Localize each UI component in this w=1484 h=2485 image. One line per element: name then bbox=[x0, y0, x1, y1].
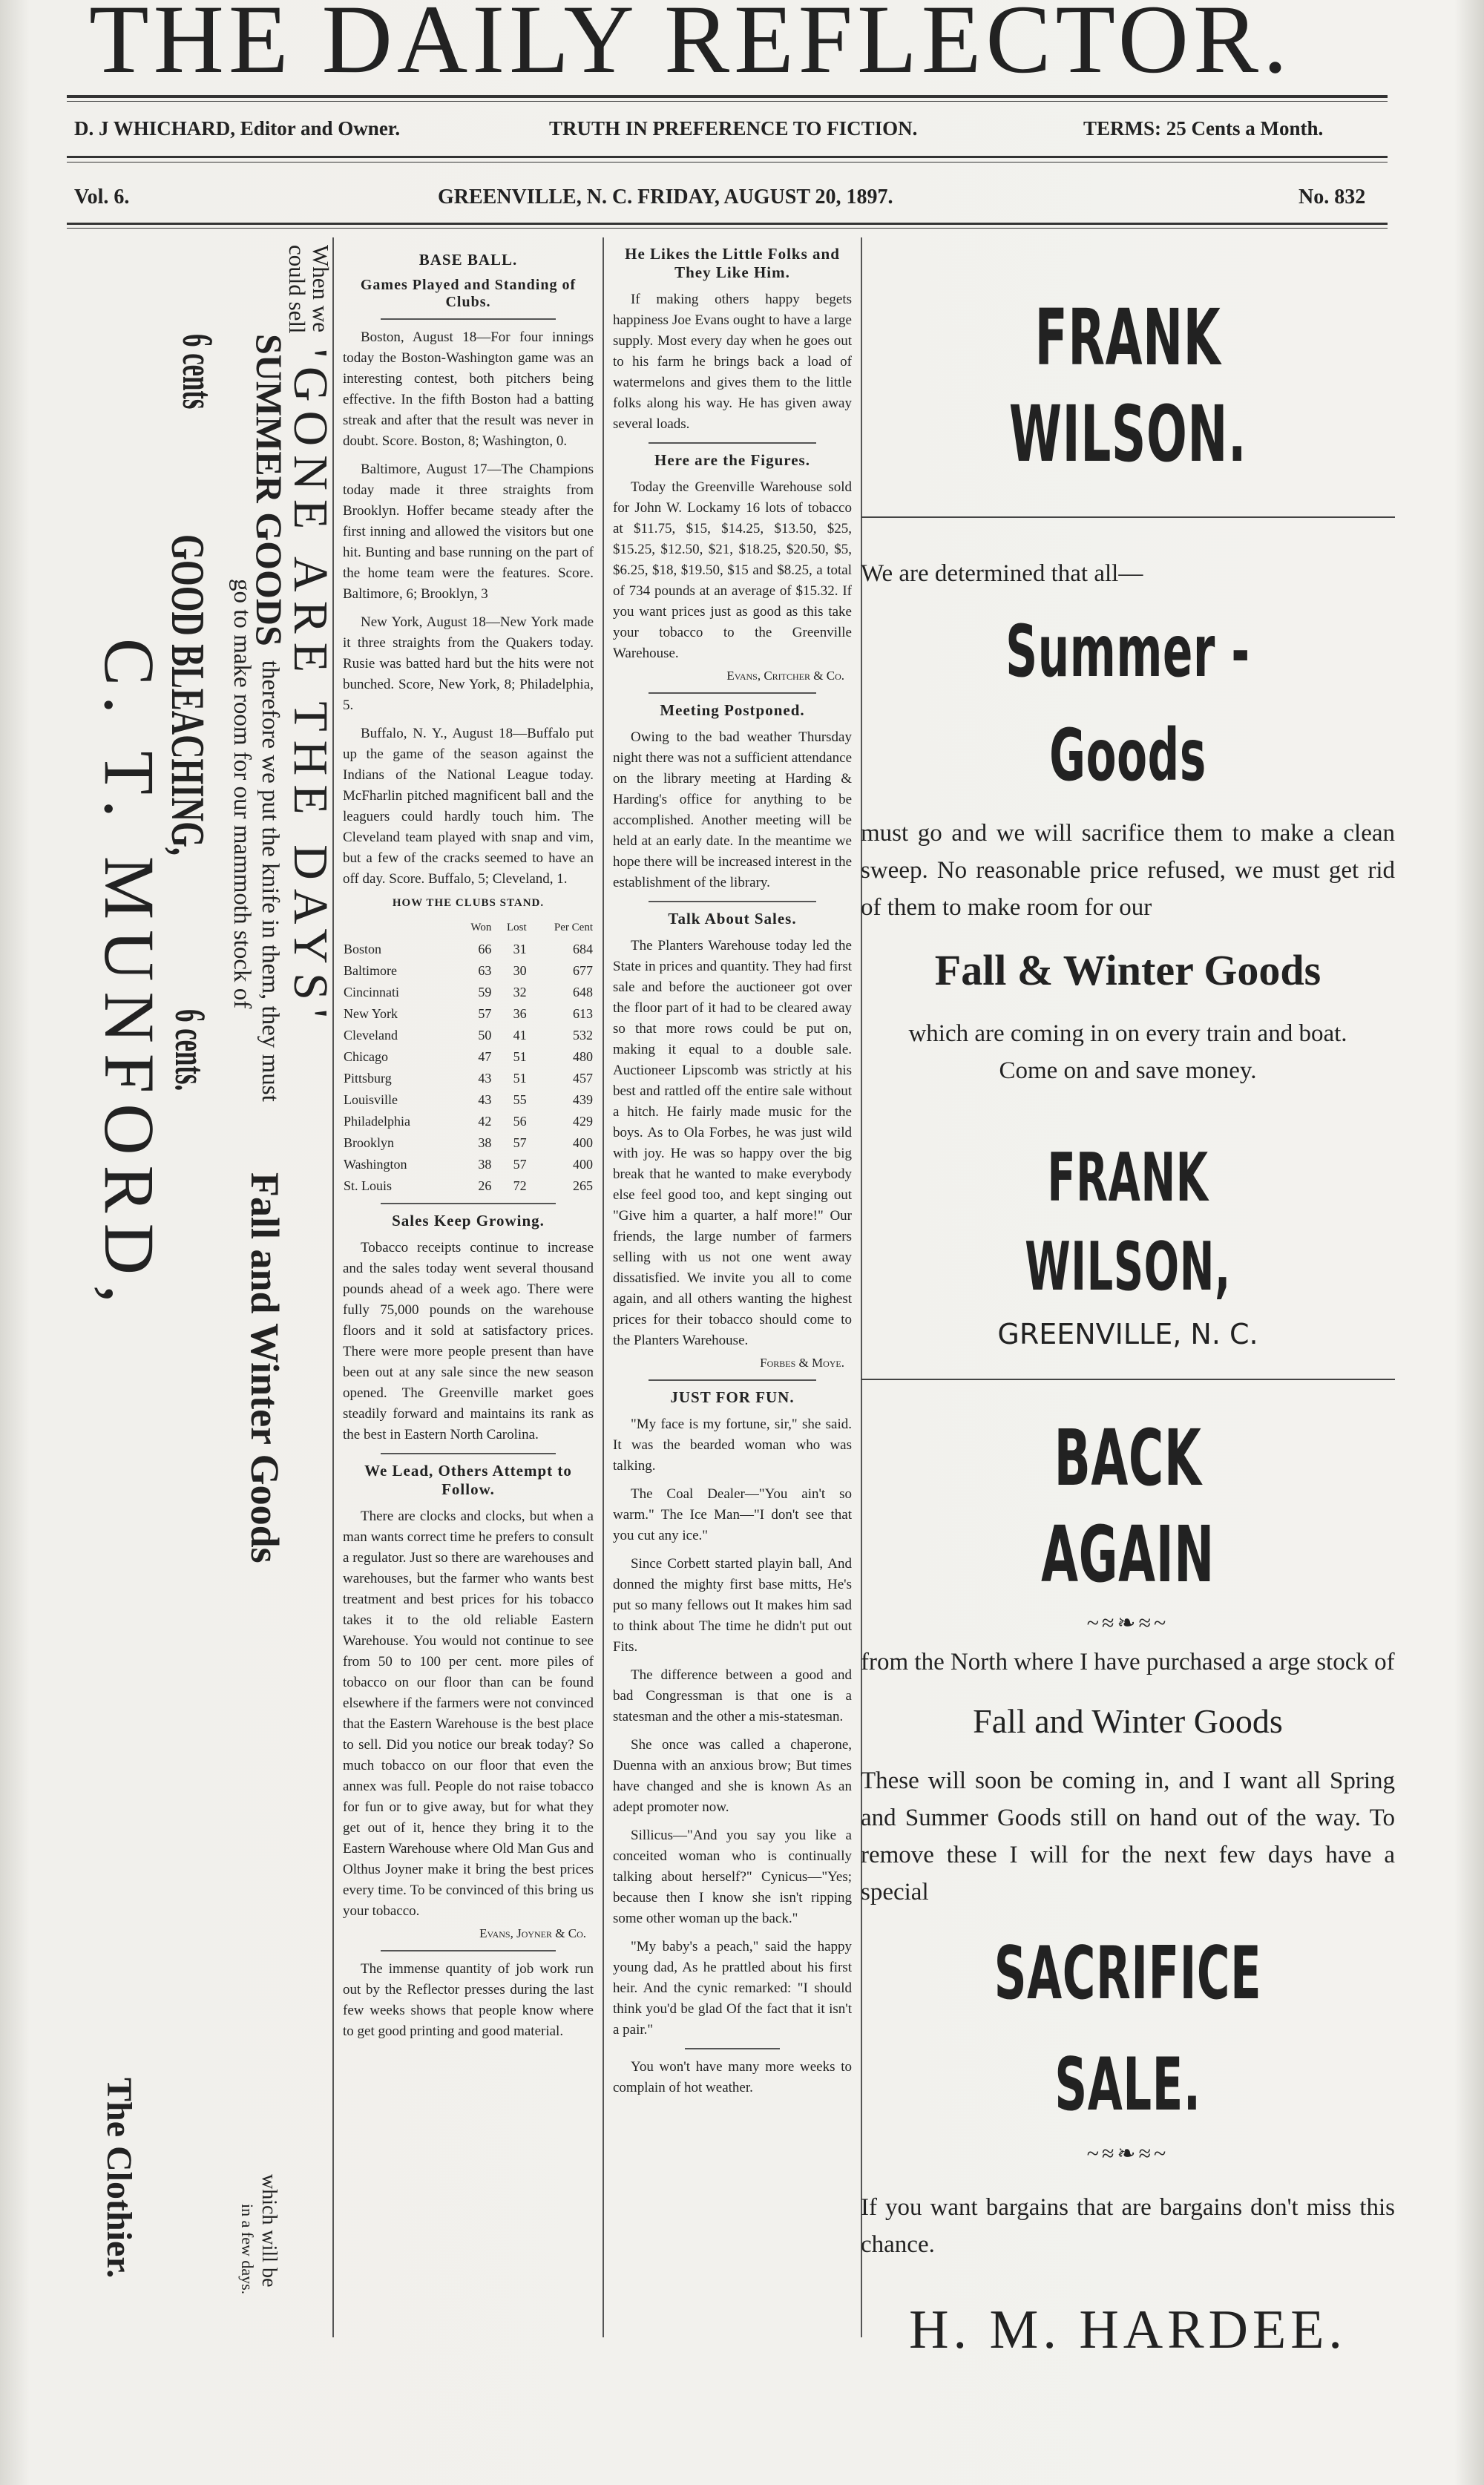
standings-row bbox=[343, 1154, 594, 1175]
standings-cell: 43 bbox=[478, 1092, 492, 1107]
standings-cell: 51 bbox=[513, 1071, 527, 1086]
sales-heading: Sales Keep Growing. bbox=[392, 1212, 545, 1230]
rule bbox=[381, 1203, 556, 1204]
ad-line-mammoth: go to make room for our mammoth stock of bbox=[229, 579, 255, 1009]
standings-cell: 457 bbox=[573, 1071, 593, 1086]
standings-row bbox=[343, 1111, 594, 1132]
standings-row bbox=[343, 1025, 594, 1046]
standings-row bbox=[343, 982, 594, 1003]
rule bbox=[67, 95, 1388, 98]
standings-cell: Cleveland bbox=[344, 1028, 398, 1043]
standings-header: Lost bbox=[507, 922, 527, 933]
ad-text: If you want bargains that are bargains don't miss this chance. bbox=[861, 2194, 1395, 2258]
ornament-icon: ~≈❧≈~ bbox=[1086, 1611, 1169, 1635]
standings-cell: Brooklyn bbox=[344, 1135, 395, 1150]
ad-fall-winter: Fall and Winter Goods bbox=[243, 1172, 287, 1563]
standings-cell: 72 bbox=[513, 1178, 527, 1193]
standings-cell: 38 bbox=[478, 1157, 492, 1172]
standings-row bbox=[343, 1046, 594, 1068]
standings-cell: 50 bbox=[478, 1028, 492, 1043]
ad-frank-wilson-2: FRANK WILSON, bbox=[1025, 1139, 1231, 1306]
ad-city: GREENVILLE, N. C. bbox=[997, 1318, 1258, 1350]
joke: You won't have many more weeks to complain of hot weather. bbox=[613, 2059, 852, 2095]
standings-cell: 648 bbox=[573, 985, 593, 999]
rule bbox=[649, 901, 815, 902]
masthead-info-row bbox=[74, 117, 1380, 144]
standings-cell: 439 bbox=[573, 1092, 593, 1107]
standings-cell: 43 bbox=[478, 1071, 492, 1086]
editor-line: D. J WHICHARD, Editor and Owner. bbox=[74, 117, 401, 139]
ad-text: These will soon be coming in, and I want all Spring and Summer Goods still on hand out of the way. To remove these I will for the next few days have a special bbox=[861, 1767, 1395, 1905]
standings-cell: 59 bbox=[478, 985, 492, 999]
ad-summer-goods-heading: Summer - Goods bbox=[1005, 610, 1250, 797]
joke: "My baby's a peach," said the happy young dad, As he prattled about his first heir. And the cynic remarked: "I should think you'd be glad Of the fact that it isn't a pair." bbox=[613, 1939, 852, 2038]
ad-munford: C. T. MUNFORD, bbox=[90, 638, 169, 1313]
fun-heading: JUST FOR FUN. bbox=[670, 1388, 795, 1406]
article-paragraph: Owing to the bad weather Thursday night there was not a sufficient attendance on the library meeting at Harding & Harding's office for anything to be accomplished. Another meeting will be held at an early date. In the meantime we hope there will be increased interest in the establishment of the library. bbox=[613, 729, 852, 890]
meeting-heading: Meeting Postponed. bbox=[660, 701, 805, 719]
folks-heading: He Likes the Little Folks and They Like Him. bbox=[625, 245, 840, 281]
standings-header bbox=[343, 917, 456, 939]
standings-cell: 400 bbox=[573, 1135, 593, 1150]
standings-row bbox=[343, 1003, 594, 1025]
ad-frank-wilson: FRANK WILSON. bbox=[1008, 292, 1247, 479]
article-paragraph: Baltimore, August 17—The Champions today made it three straights from Brooklyn. Hoffer became steady after the first inning and allowed the visitors but one hit. Bunting and base running on the part of the home team were the features. Score. Baltimore, 6; Brooklyn, 3 bbox=[343, 462, 594, 602]
article-paragraph: There are clocks and clocks, but when a man wants correct time he prefers to consult a regulator. Just so there are warehouses and warehouses, but the farmer who wants best treatment and best prices for his tobacco takes it to the old reliable Eastern Warehouse. You would not continue to see from 50 to 100 per cent. more piles of tobacco on our floor than can be found elsewhere if the farmers were not convinced that the Eastern Warehouse is the best place to sell. Did you notice our break today? So much tobacco on our floor that even the annex was full. People do not raise tobacco for fun or to give away, but for what they get out of it, hence they bring it to the Eastern Warehouse where Old Man Gus and Olthus Joyner make it bring the best prices every time. To be convinced of this bring us your tobacco. bbox=[343, 1509, 594, 1919]
standings-row bbox=[343, 960, 594, 982]
ad-fall-winter-goods: Fall and Winter Goods bbox=[973, 1702, 1283, 1740]
article-paragraph: The Planters Warehouse today led the State in prices and quantity. They had first sale and before the auctioneer got over the floor part of it had to be cleared away so that more rows could be put on, making it equal to a double sale. Auctioneer Lipscomb was strictly at his best and rattled off the entire sale without a hitch. He fairly made music for the boys. As to Ola Forbes, he was just wild with joy. He was so happy over the big break that he wanted to make everybody else feel good too, and kept singing out "Give him a quarter, a half more!" Our friends, the large number of farmers selling with us not one went away dissatisfied. We invite you all to come again, and all others wanting the highest prices for their tobacco should come to the Planters Warehouse. bbox=[613, 938, 852, 1348]
volume: Vol. 6. bbox=[74, 186, 130, 209]
standings-cell: 613 bbox=[573, 1006, 593, 1021]
munford-advertisement bbox=[67, 245, 338, 2337]
standings-cell: 66 bbox=[478, 942, 492, 956]
rule bbox=[649, 442, 815, 444]
motto-line: TRUTH IN PREFERENCE TO FICTION. bbox=[549, 117, 918, 139]
rule bbox=[67, 156, 1388, 158]
standings-row bbox=[343, 939, 594, 960]
ad-headline: 'GONE ARE THE DAYS' bbox=[283, 349, 338, 1027]
talk-heading: Talk About Sales. bbox=[668, 910, 797, 928]
standings-cell: 684 bbox=[573, 942, 593, 956]
standings-cell: 57 bbox=[513, 1135, 527, 1150]
standings-cell: 36 bbox=[513, 1006, 527, 1021]
rule bbox=[381, 1950, 556, 1951]
standings-cell: 400 bbox=[573, 1157, 593, 1172]
article-paragraph: If making others happy begets happiness Joe Evans ought to have a large supply. Most every day when he goes out to his farm he brings back a load of watermelons and gives them to the little folks along his way. He has given away several loads. bbox=[613, 292, 852, 432]
wilson-hardee-advertisement bbox=[861, 245, 1395, 2360]
standings-cell: 480 bbox=[573, 1049, 593, 1064]
standings-table bbox=[343, 917, 594, 1197]
standings-cell: 47 bbox=[478, 1049, 492, 1064]
standings-cell: 55 bbox=[513, 1092, 527, 1107]
rule bbox=[649, 1379, 815, 1381]
lead-heading: We Lead, Others Attempt to Follow. bbox=[364, 1462, 572, 1498]
standings-cell: New York bbox=[344, 1006, 398, 1021]
standings-cell: 57 bbox=[478, 1006, 492, 1021]
joke: Sillicus—"And you say you like a conceited woman who is continually talking about herself?" Cynicus—"Yes; because then I know she isn't ripping some other woman up the back." bbox=[613, 1828, 852, 1926]
rule bbox=[67, 162, 1388, 163]
rule bbox=[67, 101, 1388, 102]
column-1 bbox=[343, 245, 594, 2049]
rule bbox=[685, 2048, 781, 2049]
ad-line-could-sell: could sell bbox=[284, 245, 310, 334]
rule bbox=[67, 223, 1388, 225]
standings-cell: Washington bbox=[344, 1157, 407, 1172]
rule bbox=[649, 692, 815, 694]
standings-cell: 56 bbox=[513, 1114, 527, 1129]
standings-row bbox=[343, 1132, 594, 1154]
dateline: GREENVILLE, N. C. FRIDAY, AUGUST 20, 1897. bbox=[438, 186, 893, 209]
dateline-row bbox=[74, 186, 1380, 212]
article-paragraph: New York, August 18—New York made it three straights from the Quakers today. Rusie was batted hard but the hits were not bunched. Score, New York, 8; Philadelphia, 5. bbox=[343, 614, 594, 713]
standings-header-row bbox=[343, 917, 594, 939]
ad-six-cents-2: 6 cents. bbox=[166, 1009, 214, 1092]
ad-hardee: H. M. HARDEE. bbox=[909, 2299, 1347, 2360]
joke: The difference between a good and bad Congressman is that one is a statesman and the other a mis-statesman. bbox=[613, 1667, 852, 1724]
joke: She once was called a chaperone, Duenna with an anxious brow; But times have changed and she is known As an adept promoter now. bbox=[613, 1737, 852, 1815]
ad-clothier: The Clothier. bbox=[99, 2078, 139, 2279]
standings-cell: 429 bbox=[573, 1114, 593, 1129]
standings-cell: 63 bbox=[478, 963, 492, 978]
standings-cell: 26 bbox=[478, 1178, 492, 1193]
standings-cell: 30 bbox=[513, 963, 527, 978]
ad-back-again: BACK AGAIN bbox=[1041, 1413, 1215, 1600]
ornament-icon: ~≈❧≈~ bbox=[1086, 2141, 1169, 2166]
joke: "My face is my fortune, sir," she said. It was the bearded woman who was talking. bbox=[613, 1417, 852, 1474]
standings-body bbox=[343, 939, 594, 1197]
issue-number: No. 832 bbox=[1298, 186, 1366, 209]
ad-good-bleaching: GOOD BLEACHING, bbox=[162, 534, 214, 856]
article-paragraph: Buffalo, N. Y., August 18—Buffalo put up the game of the season against the Indians of the National League today. McFharlin pitched magnificent ball and the leaguers could hardly touch him. The Cleveland team played with snap and vim, but a few of the cracks seemed to have an off day. Score. Buffalo, 5; Cleveland, 1. bbox=[343, 726, 594, 887]
rule bbox=[861, 516, 1395, 518]
ad-text: must go and we will sacrifice them to make a clean sweep. No reasonable price refused, we must get rid of them to make room for our bbox=[861, 820, 1395, 921]
ad-six-cents: 6 cents bbox=[174, 334, 222, 410]
ad-text: from the North where I have purchased a arge stock of bbox=[861, 1649, 1395, 1675]
standings-cell: 41 bbox=[513, 1028, 527, 1043]
standings-cell: Pittsburg bbox=[344, 1071, 392, 1086]
baseball-heading: BASE BALL. bbox=[418, 251, 518, 269]
standings-cell: 31 bbox=[513, 942, 527, 956]
standings-row bbox=[343, 1068, 594, 1089]
column-2 bbox=[613, 245, 852, 2106]
ad-line-when-we: When we bbox=[308, 245, 334, 332]
terms-line: TERMS: 25 Cents a Month. bbox=[1083, 117, 1324, 139]
rule bbox=[67, 228, 1388, 229]
ad-text: We are determined that all— bbox=[861, 560, 1143, 587]
ad-in-a-few-days: in a few days. bbox=[238, 2204, 257, 2295]
standings-cell: Chicago bbox=[344, 1049, 388, 1064]
standings-cell: Louisville bbox=[344, 1092, 398, 1107]
standings-row bbox=[343, 1175, 594, 1197]
standings-cell: 265 bbox=[573, 1178, 593, 1193]
rule bbox=[381, 318, 556, 320]
standings-cell: Philadelphia bbox=[344, 1114, 410, 1129]
standings-row bbox=[343, 1089, 594, 1111]
joke: The Coal Dealer—"You ain't so warm." The Ice Man—"I don't see that you cut any ice." bbox=[613, 1486, 852, 1543]
ad-sacrifice-sale: SACRIFICE SALE. bbox=[994, 1931, 1262, 2127]
standings-cell: 38 bbox=[478, 1135, 492, 1150]
baseball-subheading: Games Played and Standing of Clubs. bbox=[360, 277, 577, 310]
article-paragraph: Tobacco receipts continue to increase and the sales today went several thousand pounds ahead of a week ago. There were fully 75,000 pounds on the warehouse floors and it sold at satisfactory prices. There were more people present than have been out at any sale since the new season opened. The Greenville market goes steadily forward and maintains its rank as the best in Eastern North Carolina. bbox=[343, 1240, 594, 1442]
article-paragraph: Boston, August 18—For four innings today the Boston-Washington game was an interesting contest, both pitchers being effective. In the fifth Boston had a batting streak and after that the result was never in doubt. Score. Boston, 8; Washington, 0. bbox=[343, 329, 594, 449]
standings-cell: Baltimore bbox=[344, 963, 397, 978]
standings-cell: 677 bbox=[573, 963, 593, 978]
standings-cell: 532 bbox=[573, 1028, 593, 1043]
standings-cell: 32 bbox=[513, 985, 527, 999]
standings-header: Won bbox=[470, 922, 492, 933]
rule bbox=[381, 1453, 556, 1454]
ad-line-knife: therefore we put the knife in them, they must bbox=[257, 660, 283, 1102]
signature: Evans, Joyner & Co. bbox=[479, 1926, 586, 1940]
joke: Since Corbett started playin ball, And donned the mighty first base mitts, He's put so many fellows out It makes him sad to think about The time he didn't put out Fits. bbox=[613, 1556, 852, 1655]
signature: Evans, Critcher & Co. bbox=[726, 669, 844, 683]
ad-summer-goods: SUMMER GOODS bbox=[249, 334, 290, 646]
article-paragraph: The immense quantity of job work run out by the Reflector presses during the last few weeks shows that people know where to get good printing and good material. bbox=[343, 1961, 594, 2039]
figures-heading: Here are the Figures. bbox=[654, 451, 810, 469]
signature: Forbes & Moye. bbox=[760, 1356, 844, 1370]
ad-text: Come on and save money. bbox=[999, 1057, 1257, 1084]
masthead-title: THE DAILY REFLECTOR. bbox=[89, 0, 1293, 93]
standings-cell: Boston bbox=[344, 942, 382, 956]
standings-title: HOW THE CLUBS STAND. bbox=[392, 897, 545, 909]
rule bbox=[861, 1379, 1395, 1380]
standings-cell: 51 bbox=[513, 1049, 527, 1064]
standings-cell: St. Louis bbox=[344, 1178, 393, 1193]
standings-cell: 57 bbox=[513, 1157, 527, 1172]
article-paragraph: Today the Greenville Warehouse sold for John W. Lockamy 16 lots of tobacco at $11.75, $15, $14.25, $13.50, $25, $15.25, $12.50, $21, $18.25, $20.50, $5, $6.25, $18, $19.50, $15 and $8.25, a total of 734 pounds at an average of $15.32. If you want prices just as good as this take your tobacco to the Greenville Warehouse. bbox=[613, 479, 852, 661]
ad-text: which are coming in on every train and boat. bbox=[908, 1020, 1347, 1047]
standings-cell: 42 bbox=[478, 1114, 492, 1129]
ad-fall-winter-heading: Fall & Winter Goods bbox=[934, 946, 1322, 994]
standings-header: Per Cent bbox=[554, 922, 593, 933]
standings-cell: Cincinnati bbox=[344, 985, 399, 999]
column-rule bbox=[603, 237, 604, 2337]
ad-which-will-be: which will be bbox=[257, 2174, 280, 2288]
